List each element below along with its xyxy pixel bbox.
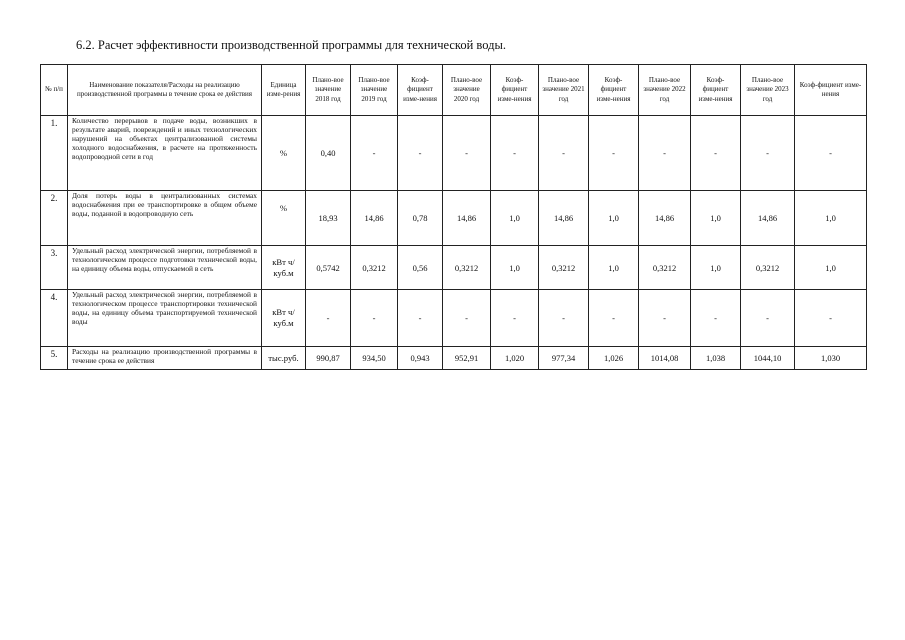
row-unit: % <box>262 116 306 191</box>
cell-plan-2019: 0,3212 <box>351 246 398 290</box>
cell-plan-2023: 1044,10 <box>741 347 795 370</box>
cell-coef-2023: 1,0 <box>795 246 867 290</box>
cell-plan-2019: - <box>351 116 398 191</box>
cell-coef-2020: 1,0 <box>491 246 539 290</box>
cell-coef-2019: 0,56 <box>398 246 443 290</box>
cell-coef-2022: - <box>691 116 741 191</box>
row-unit: % <box>262 191 306 246</box>
cell-plan-2022: - <box>639 290 691 347</box>
header-name: Наименование показателя/Расходы на реализацию производственной программы в течение срока ее действия <box>68 65 262 116</box>
table-row <box>41 116 867 191</box>
row-number: 1. <box>41 116 68 191</box>
table-header-row <box>41 65 867 116</box>
row-indicator-name: Удельный расход электрической энергии, потребляемой в технологическом процессе подготовки технической воды, на единицу объема воды, отпускаемой в сеть <box>68 246 262 290</box>
cell-plan-2018: - <box>306 290 351 347</box>
cell-coef-2019: - <box>398 290 443 347</box>
header-plan-2019: Плано-вое значение 2019 год <box>351 65 398 116</box>
cell-coef-2023: 1,030 <box>795 347 867 370</box>
cell-plan-2020: 0,3212 <box>443 246 491 290</box>
row-indicator-name: Количество перерывов в подаче воды, возникших в результате аварий, повреждений и иных технологических нарушений на объектах централизованной системы холодного водоснабжения, в расчете на протяженность водопроводной сети в год <box>68 116 262 191</box>
cell-coef-2021: - <box>589 116 639 191</box>
cell-plan-2018: 0,5742 <box>306 246 351 290</box>
cell-coef-2022: 1,038 <box>691 347 741 370</box>
row-unit: кВт ч/куб.м <box>262 246 306 290</box>
efficiency-table <box>40 64 867 370</box>
cell-plan-2023: 0,3212 <box>741 246 795 290</box>
cell-coef-2022: - <box>691 290 741 347</box>
row-unit: кВт ч/куб.м <box>262 290 306 347</box>
row-number: 2. <box>41 191 68 246</box>
cell-coef-2023: - <box>795 290 867 347</box>
header-coef-2021: Коэф-фициент изме-нения <box>589 65 639 116</box>
cell-plan-2018: 18,93 <box>306 191 351 246</box>
cell-plan-2022: - <box>639 116 691 191</box>
cell-plan-2018: 990,87 <box>306 347 351 370</box>
table-row <box>41 290 867 347</box>
cell-plan-2022: 14,86 <box>639 191 691 246</box>
cell-plan-2020: - <box>443 290 491 347</box>
row-number: 5. <box>41 347 68 370</box>
cell-coef-2020: 1,0 <box>491 191 539 246</box>
cell-coef-2021: 1,0 <box>589 246 639 290</box>
row-indicator-name: Доля потерь воды в централизованных системах водоснабжения при ее транспортировке в общем объеме воды, поданной в водопроводную сеть <box>68 191 262 246</box>
cell-plan-2023: - <box>741 290 795 347</box>
cell-coef-2022: 1,0 <box>691 246 741 290</box>
cell-plan-2023: - <box>741 116 795 191</box>
cell-plan-2019: - <box>351 290 398 347</box>
cell-coef-2020: 1,020 <box>491 347 539 370</box>
header-plan-2023: Плано-вое значение 2023 год <box>741 65 795 116</box>
cell-plan-2022: 1014,08 <box>639 347 691 370</box>
cell-plan-2021: 977,34 <box>539 347 589 370</box>
cell-coef-2019: 0,943 <box>398 347 443 370</box>
cell-plan-2021: - <box>539 116 589 191</box>
cell-coef-2023: 1,0 <box>795 191 867 246</box>
header-coef-2023: Коэф-фициент изме-нения <box>795 65 867 116</box>
row-unit: тыс.руб. <box>262 347 306 370</box>
page-title: 6.2. Расчет эффективности производственной программы для технической воды. <box>76 38 507 52</box>
cell-plan-2023: 14,86 <box>741 191 795 246</box>
table-row <box>41 246 867 290</box>
cell-coef-2021: - <box>589 290 639 347</box>
table-row <box>41 191 867 246</box>
header-num: № п/п <box>41 65 68 116</box>
cell-coef-2021: 1,026 <box>589 347 639 370</box>
cell-plan-2021: 0,3212 <box>539 246 589 290</box>
cell-plan-2021: 14,86 <box>539 191 589 246</box>
header-plan-2018: Плано-вое значение 2018 год <box>306 65 351 116</box>
header-plan-2021: Плано-вое значение 2021 год <box>539 65 589 116</box>
cell-plan-2021: - <box>539 290 589 347</box>
cell-coef-2020: - <box>491 116 539 191</box>
row-indicator-name: Удельный расход электрической энергии, потребляемой в технологическом процессе транспортировки технической воды, на единицу объема транспортируемой технической воды <box>68 290 262 347</box>
header-plan-2022: Плано-вое значение 2022 год <box>639 65 691 116</box>
row-indicator-name: Расходы на реализацию производственной программы в течение срока ее действия <box>68 347 262 370</box>
cell-coef-2021: 1,0 <box>589 191 639 246</box>
table-row <box>41 347 867 370</box>
cell-plan-2020: 14,86 <box>443 191 491 246</box>
cell-coef-2019: 0,78 <box>398 191 443 246</box>
cell-coef-2022: 1,0 <box>691 191 741 246</box>
cell-coef-2019: - <box>398 116 443 191</box>
cell-plan-2019: 14,86 <box>351 191 398 246</box>
cell-plan-2020: - <box>443 116 491 191</box>
header-coef-2022: Коэф-фициент изме-нения <box>691 65 741 116</box>
row-number: 4. <box>41 290 68 347</box>
header-plan-2020: Плано-вое значение 2020 год <box>443 65 491 116</box>
header-coef-2020: Коэф-фициент изме-нения <box>491 65 539 116</box>
cell-plan-2019: 934,50 <box>351 347 398 370</box>
header-unit: Единица изме-рения <box>262 65 306 116</box>
cell-coef-2020: - <box>491 290 539 347</box>
row-number: 3. <box>41 246 68 290</box>
cell-coef-2023: - <box>795 116 867 191</box>
cell-plan-2022: 0,3212 <box>639 246 691 290</box>
cell-plan-2018: 0,40 <box>306 116 351 191</box>
header-coef-2019: Коэф-фициент изме-нения <box>398 65 443 116</box>
cell-plan-2020: 952,91 <box>443 347 491 370</box>
